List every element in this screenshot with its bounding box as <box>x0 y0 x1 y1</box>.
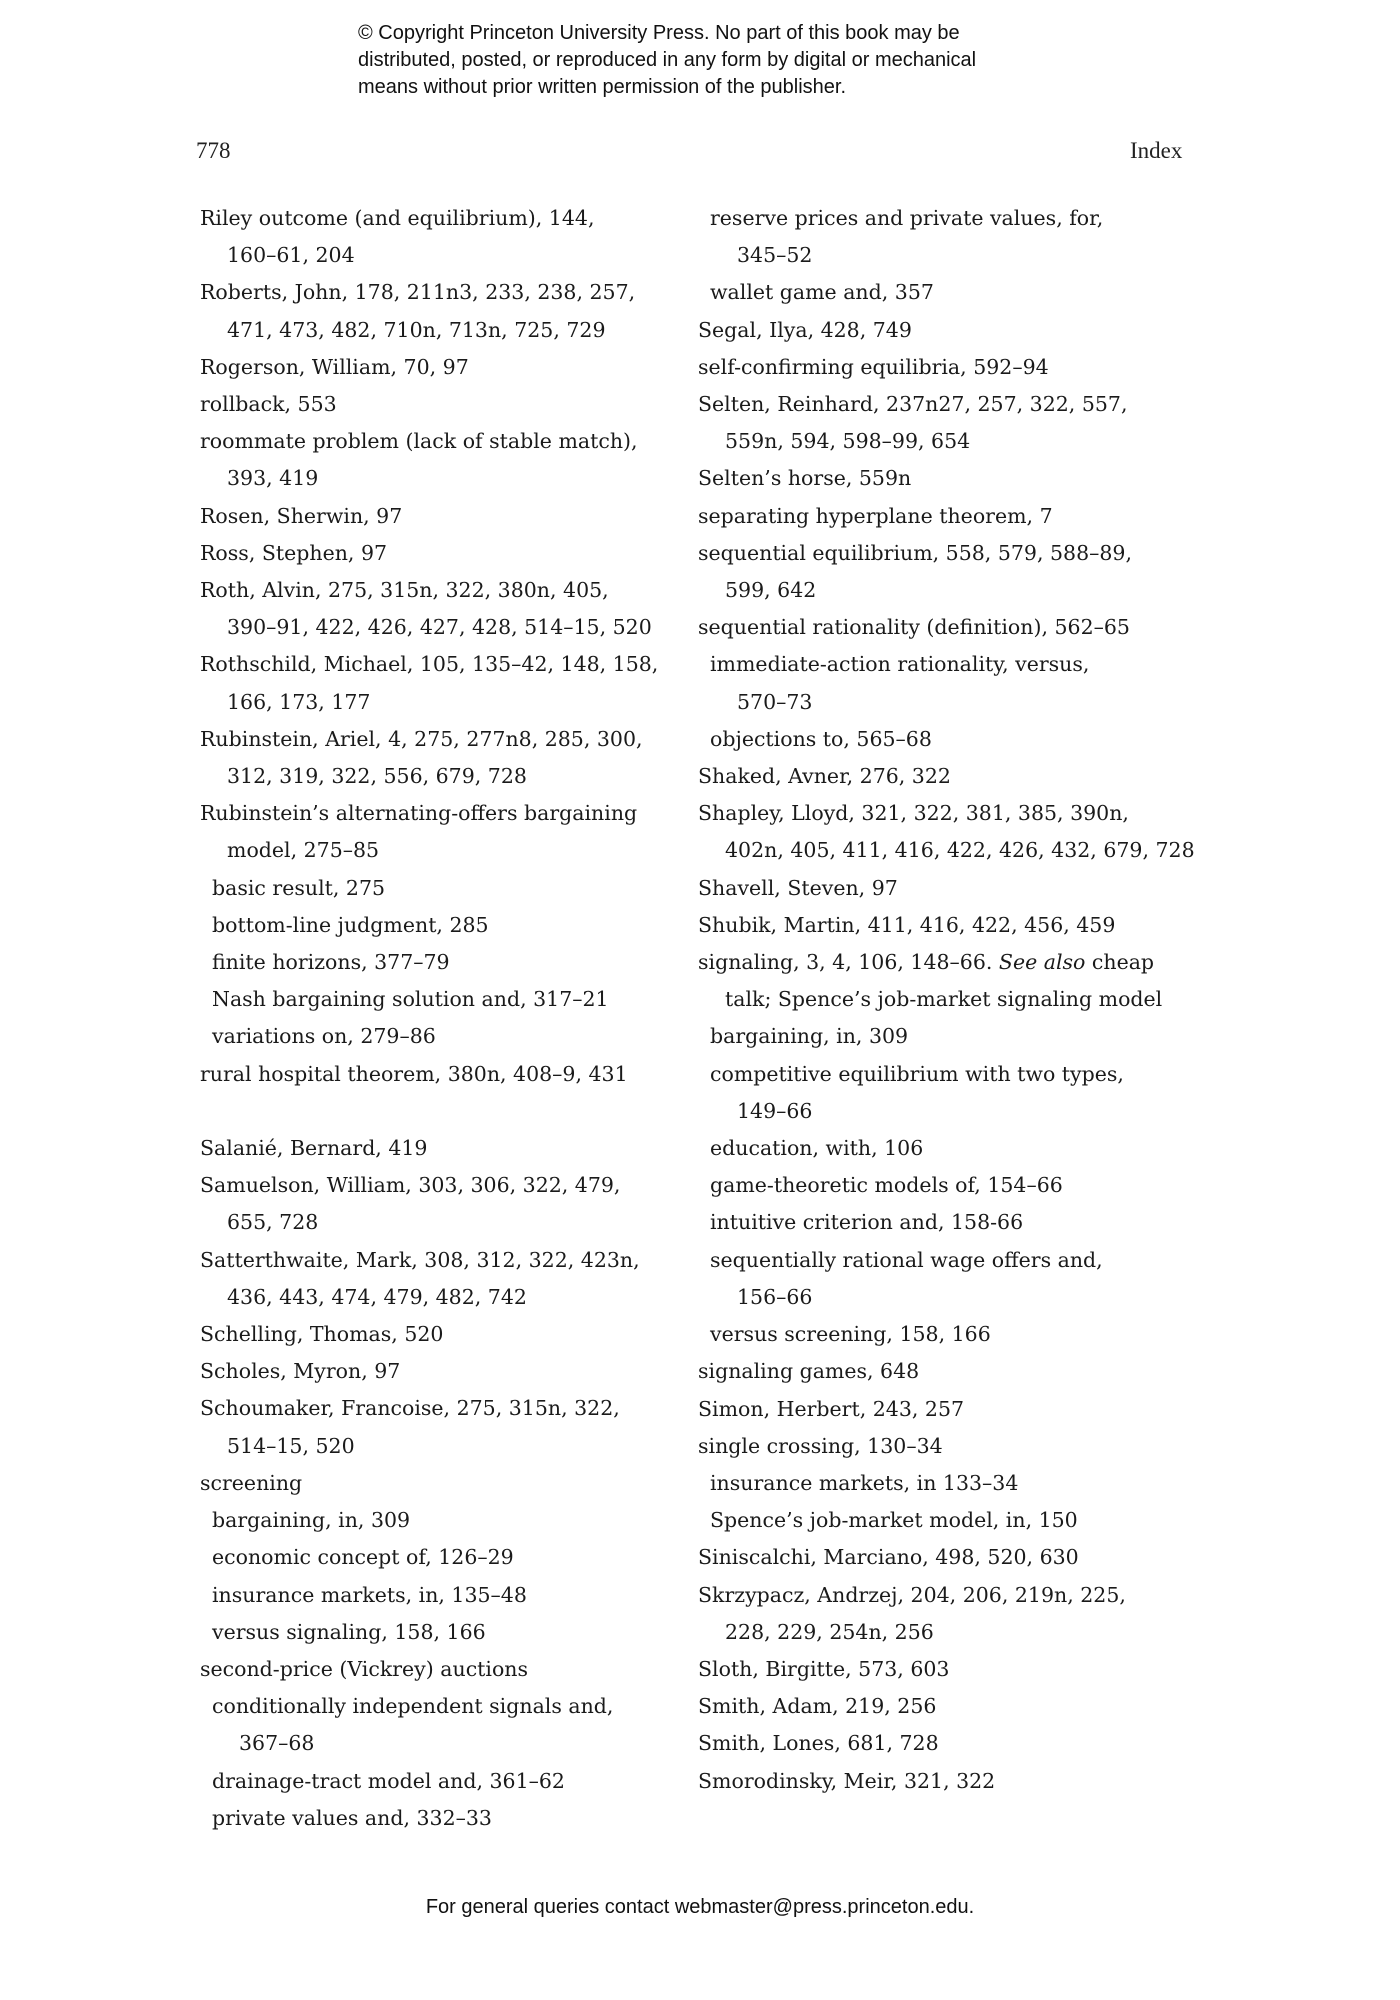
index-line: 393, 419 <box>227 466 319 491</box>
index-entry <box>698 1688 1198 1725</box>
index-subentry <box>698 1056 1198 1130</box>
index-line: 402n, 405, 411, 416, 422, 426, 432, 679, 728 <box>725 838 1195 863</box>
index-subentry <box>698 1316 1198 1353</box>
index-entry <box>200 535 660 572</box>
index-line: wallet game and, 357 <box>710 280 934 305</box>
index-subentry <box>698 274 1198 311</box>
index-subentry <box>698 1465 1198 1502</box>
index-line: 436, 443, 474, 479, 482, 742 <box>227 1284 527 1309</box>
index-line: sequential rationality (definition), 562–65 <box>698 615 1130 640</box>
copyright-line: distributed, posted, or reproduced in any form by digital or mechanical <box>358 49 977 71</box>
index-line: separating hyperplane theorem, 7 <box>698 503 1053 528</box>
index-line: insurance markets, in, 135–48 <box>212 1582 527 1607</box>
index-entry <box>698 1725 1198 1762</box>
index-line: objections to, 565–68 <box>710 726 932 751</box>
index-entry <box>698 1353 1198 1390</box>
index-subentry <box>698 1242 1198 1316</box>
copyright-line: © Copyright Princeton University Press. No part of this book may be <box>358 22 960 44</box>
see-also-label: See also <box>998 950 1086 975</box>
index-line: Skrzypacz, Andrzej, 204, 206, 219n, 225, <box>698 1582 1126 1607</box>
index-entry <box>200 721 660 795</box>
index-line: Salanié, Bernard, 419 <box>200 1136 428 1161</box>
index-subentry <box>200 1688 660 1762</box>
index-entry <box>698 349 1198 386</box>
index-line: signaling games, 648 <box>698 1359 920 1384</box>
copyright-notice <box>358 20 1118 101</box>
index-line: Sloth, Birgitte, 573, 603 <box>698 1656 950 1681</box>
index-subentry <box>698 1502 1198 1539</box>
index-subentry <box>698 200 1198 274</box>
index-line: sequentially rational wage offers and, <box>710 1247 1103 1272</box>
index-subentry <box>200 1763 660 1800</box>
index-entry <box>698 1763 1198 1800</box>
index-entry <box>200 349 660 386</box>
index-line: 514–15, 520 <box>227 1433 355 1458</box>
index-line: Ross, Stephen, 97 <box>200 540 388 565</box>
index-line: sequential equilibrium, 558, 579, 588–89, <box>698 540 1132 565</box>
index-line: bargaining, in, 309 <box>212 1508 411 1533</box>
index-entry <box>200 1651 660 1688</box>
index-line: rural hospital theorem, 380n, 408–9, 431 <box>200 1061 628 1086</box>
index-entry <box>200 1130 660 1167</box>
index-line: Schelling, Thomas, 520 <box>200 1322 444 1347</box>
index-line: screening <box>200 1470 303 1495</box>
index-line: Selten’s horse, 559n <box>698 466 912 491</box>
index-entry <box>200 1056 660 1093</box>
index-line: bargaining, in, 309 <box>710 1024 909 1049</box>
index-subentry <box>200 981 660 1018</box>
index-subentry <box>698 1130 1198 1167</box>
index-subentry <box>200 907 660 944</box>
index-line: 149–66 <box>737 1098 813 1123</box>
index-line: bottom-line judgment, 285 <box>212 912 489 937</box>
index-entry <box>698 312 1198 349</box>
index-subentry <box>200 1800 660 1837</box>
letter-group-gap <box>200 1093 660 1130</box>
index-entry <box>698 795 1198 869</box>
index-entry <box>200 274 660 348</box>
index-entry <box>200 1353 660 1390</box>
index-line: game-theoretic models of, 154–66 <box>710 1173 1063 1198</box>
index-line: 166, 173, 177 <box>227 689 371 714</box>
index-line: versus screening, 158, 166 <box>710 1322 991 1347</box>
index-subentry <box>698 646 1198 720</box>
index-entry <box>200 572 660 646</box>
index-subentry <box>200 1577 660 1614</box>
index-subentry <box>698 1167 1198 1204</box>
index-line: roommate problem (lack of stable match), <box>200 429 638 454</box>
index-line: Smith, Lones, 681, 728 <box>698 1731 939 1756</box>
index-line: conditionally independent signals and, <box>212 1694 614 1719</box>
index-line: 655, 728 <box>227 1210 319 1235</box>
index-line: Shapley, Lloyd, 321, 322, 381, 385, 390n, <box>698 801 1129 826</box>
index-column-right <box>698 200 1198 1800</box>
index-entry <box>200 423 660 497</box>
index-entry <box>200 1167 660 1241</box>
index-line: versus signaling, 158, 166 <box>212 1619 486 1644</box>
index-line: Scholes, Myron, 97 <box>200 1359 401 1384</box>
index-subentry <box>200 944 660 981</box>
index-line: private values and, 332–33 <box>212 1805 492 1830</box>
index-subentry <box>200 1539 660 1576</box>
index-entry <box>698 758 1198 795</box>
index-subentry <box>200 870 660 907</box>
index-entry <box>698 944 1198 1018</box>
index-line: Riley outcome (and equilibrium), 144, <box>200 206 595 230</box>
copyright-line: means without prior written permission of the publisher. <box>358 76 847 98</box>
index-entry <box>698 907 1198 944</box>
index-entry <box>200 646 660 720</box>
index-entry <box>698 870 1198 907</box>
index-line: variations on, 279–86 <box>212 1024 436 1049</box>
index-line: Rosen, Sherwin, 97 <box>200 503 403 528</box>
index-entry <box>698 535 1198 609</box>
index-line: finite horizons, 377–79 <box>212 950 450 975</box>
index-column-left <box>200 200 660 1837</box>
index-line: Rogerson, William, 70, 97 <box>200 354 469 379</box>
index-subentry <box>200 1502 660 1539</box>
index-line: Smorodinsky, Meir, 321, 322 <box>698 1768 996 1793</box>
index-line: Samuelson, William, 303, 306, 322, 479, <box>200 1173 621 1198</box>
index-line: Smith, Adam, 219, 256 <box>698 1694 937 1719</box>
index-line: immediate-action rationality, versus, <box>710 652 1090 677</box>
index-line: 228, 229, 254n, 256 <box>725 1619 934 1644</box>
index-line: Shaked, Avner, 276, 322 <box>698 764 951 789</box>
index-entry <box>698 1577 1198 1651</box>
index-subentry <box>200 1614 660 1651</box>
index-line: model, 275–85 <box>227 838 380 863</box>
index-line: 160–61, 204 <box>227 243 355 268</box>
index-entry <box>200 1242 660 1316</box>
index-entry <box>200 1465 660 1502</box>
index-line: Rothschild, Michael, 105, 135–42, 148, 158, <box>200 652 659 677</box>
index-line: competitive equilibrium with two types, <box>710 1061 1124 1086</box>
index-line: talk; Spence’s job-market signaling model <box>725 987 1163 1012</box>
index-subentry <box>698 1018 1198 1055</box>
index-line: basic result, 275 <box>212 875 386 900</box>
index-entry <box>698 1539 1198 1576</box>
page-number: 778 <box>196 138 231 163</box>
index-line: drainage-tract model and, 361–62 <box>212 1768 565 1793</box>
index-entry <box>698 1428 1198 1465</box>
index-line: Nash bargaining solution and, 317–21 <box>212 987 609 1012</box>
index-line: Schoumaker, Francoise, 275, 315n, 322, <box>200 1396 620 1421</box>
index-entry <box>200 386 660 423</box>
index-line: 570–73 <box>737 689 813 714</box>
index-entry <box>698 1391 1198 1428</box>
index-line: 471, 473, 482, 710n, 713n, 725, 729 <box>227 317 606 342</box>
index-line: 345–52 <box>737 243 813 268</box>
index-entry <box>698 609 1198 646</box>
index-line: Shavell, Steven, 97 <box>698 875 898 900</box>
index-line: single crossing, 130–34 <box>698 1433 943 1458</box>
index-line: self-confirming equilibria, 592–94 <box>698 354 1049 379</box>
index-line: signaling, 3, 4, 106, 148–66. See also cheap <box>698 950 1155 975</box>
index-entry <box>200 1390 660 1464</box>
index-entry <box>200 1316 660 1353</box>
index-line: insurance markets, in 133–34 <box>710 1470 1019 1495</box>
index-entry <box>698 498 1198 535</box>
index-line: Segal, Ilya, 428, 749 <box>698 317 912 342</box>
index-subentry <box>698 721 1198 758</box>
index-line: Roth, Alvin, 275, 315n, 322, 380n, 405, <box>200 578 609 603</box>
index-line: Selten, Reinhard, 237n27, 257, 322, 557, <box>698 392 1128 417</box>
index-line: education, with, 106 <box>710 1136 924 1161</box>
index-line: Satterthwaite, Mark, 308, 312, 322, 423n, <box>200 1247 640 1272</box>
index-line: Siniscalchi, Marciano, 498, 520, 630 <box>698 1545 1079 1570</box>
running-head: Index <box>1130 138 1183 163</box>
index-line: Rubinstein’s alternating-offers bargaining <box>200 801 638 826</box>
index-line: 156–66 <box>737 1284 813 1309</box>
index-line: Shubik, Martin, 411, 416, 422, 456, 459 <box>698 912 1116 937</box>
footer-contact: For general queries contact webmaster@press.princeton.edu. <box>425 1896 975 1918</box>
index-line: reserve prices and private values, for, <box>710 206 1104 230</box>
index-line: Roberts, John, 178, 211n3, 233, 238, 257, <box>200 280 636 305</box>
index-line: rollback, 553 <box>200 392 337 417</box>
index-line: 559n, 594, 598–99, 654 <box>725 429 971 454</box>
index-line: 599, 642 <box>725 578 817 603</box>
index-line: 390–91, 422, 426, 427, 428, 514–15, 520 <box>227 615 652 640</box>
index-entry <box>200 795 660 869</box>
index-line: Spence’s job-market model, in, 150 <box>710 1508 1078 1533</box>
index-entry <box>698 460 1198 497</box>
index-subentry <box>698 1204 1198 1241</box>
index-subentry <box>200 1018 660 1055</box>
index-line: Simon, Herbert, 243, 257 <box>698 1396 965 1421</box>
index-entry <box>698 386 1198 460</box>
index-entry <box>200 200 660 274</box>
index-entry <box>200 498 660 535</box>
index-line: Rubinstein, Ariel, 4, 275, 277n8, 285, 300, <box>200 726 643 751</box>
index-line: economic concept of, 126–29 <box>212 1545 514 1570</box>
index-line: intuitive criterion and, 158-66 <box>710 1210 1024 1235</box>
index-line: second-price (Vickrey) auctions <box>200 1656 529 1681</box>
index-line: 312, 319, 322, 556, 679, 728 <box>227 764 527 789</box>
index-line: 367–68 <box>239 1731 315 1756</box>
index-entry <box>698 1651 1198 1688</box>
